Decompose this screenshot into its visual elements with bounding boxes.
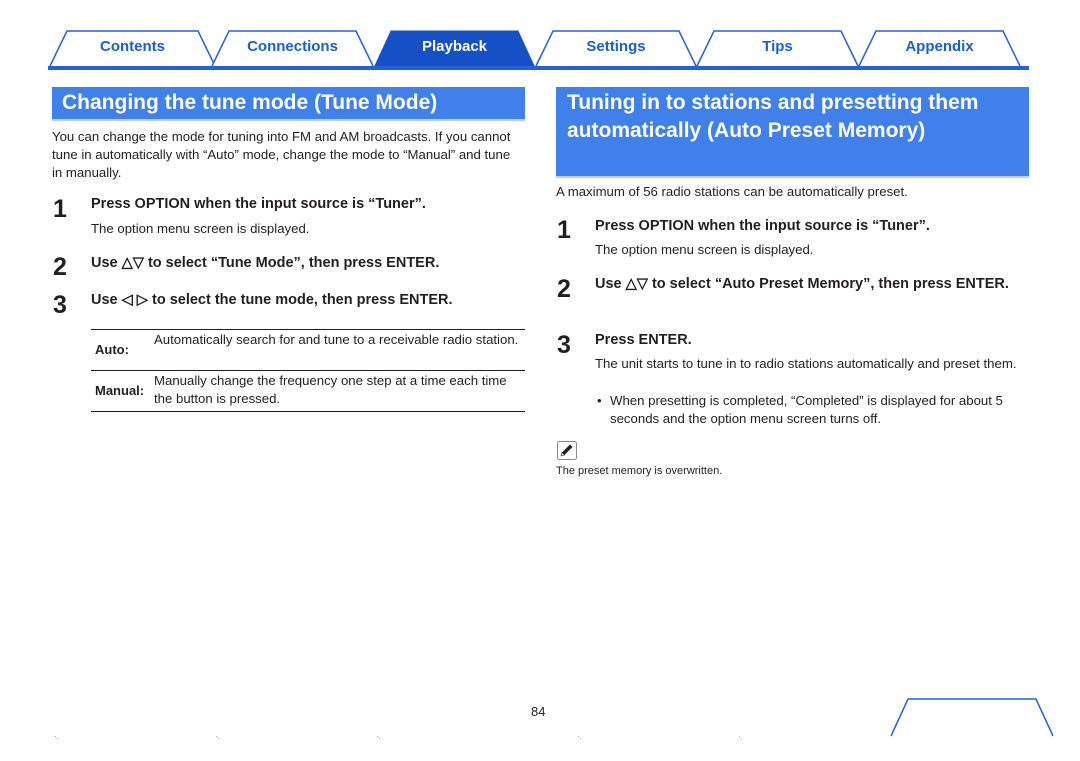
step-description: The option menu screen is displayed. [91, 221, 310, 236]
step-number: 2 [557, 275, 571, 303]
step-description: The unit starts to tune in to radio stations automatically and preset them. [595, 356, 1017, 371]
table-rule [91, 411, 525, 412]
page-number: 84 [531, 704, 546, 719]
footer-dot: ·. [215, 732, 220, 741]
footer-dot: ·. [54, 732, 59, 741]
step-title: Press ENTER. [595, 332, 692, 348]
tab-bar [0, 0, 1080, 72]
tab-settings[interactable]: Settings [586, 38, 646, 55]
tab-underline [48, 66, 1029, 70]
footer-dot: ·. [577, 732, 582, 741]
tab-contents[interactable]: Contents [100, 38, 165, 55]
step-number: 2 [53, 253, 67, 281]
bullet-text: When presetting is completed, “Completed” is displayed for about 5 seconds and the option menu screen turns off. [610, 393, 1003, 426]
table-cell-text: Automatically search for and tune to a receivable radio station. [154, 332, 519, 347]
intro-text: You can change the mode for tuning into FM and AM broadcasts. If you cannot tune in automatically with “Auto” mode, change the mode to “Manual” and tune in manually. [52, 129, 511, 180]
section-title-auto-preset: Tuning in to stations and presetting them automatically (Auto Preset Memory) [556, 87, 1029, 178]
intro-text: A maximum of 56 radio stations can be automatically preset. [556, 184, 908, 199]
step-title: Use ◁ ▷ to select the tune mode, then press ENTER. [91, 292, 453, 308]
step-title: Press OPTION when the input source is “Tuner”. [91, 196, 426, 212]
corner-tab-shape[interactable] [886, 696, 1058, 740]
step-description: The option menu screen is displayed. [595, 242, 814, 257]
step-title: Use △▽ to select “Auto Preset Memory”, then press ENTER. [595, 276, 1009, 292]
tab-shapes [0, 0, 1080, 72]
pencil-note-icon [557, 441, 577, 460]
note-text: The preset memory is overwritten. [556, 465, 723, 477]
step-title: Use △▽ to select “Tune Mode”, then press ENTER. [91, 255, 440, 271]
step-number: 1 [557, 216, 571, 244]
step-title: Press OPTION when the input source is “Tuner”. [595, 218, 930, 234]
step-number: 3 [53, 291, 67, 319]
tab-playback[interactable]: Playback [421, 38, 488, 55]
step-number: 1 [53, 195, 67, 223]
footer-dot: ·. [738, 732, 743, 741]
table-cell-label: Auto: [95, 342, 129, 357]
tab-tips[interactable]: Tips [762, 38, 793, 55]
tab-connections[interactable]: Connections [247, 38, 338, 55]
section-title-tune-mode: Changing the tune mode (Tune Mode) [52, 87, 525, 121]
table-rule [91, 329, 525, 330]
step-number: 3 [557, 331, 571, 359]
tab-appendix[interactable]: Appendix [905, 38, 974, 55]
table-rule [91, 370, 525, 371]
footer-dot: ·. [376, 732, 381, 741]
table-cell-label: Manual: [95, 383, 145, 398]
table-cell-text: Manually change the frequency one step at a time each time the button is pressed. [154, 373, 507, 406]
bullet-icon: • [597, 393, 602, 408]
